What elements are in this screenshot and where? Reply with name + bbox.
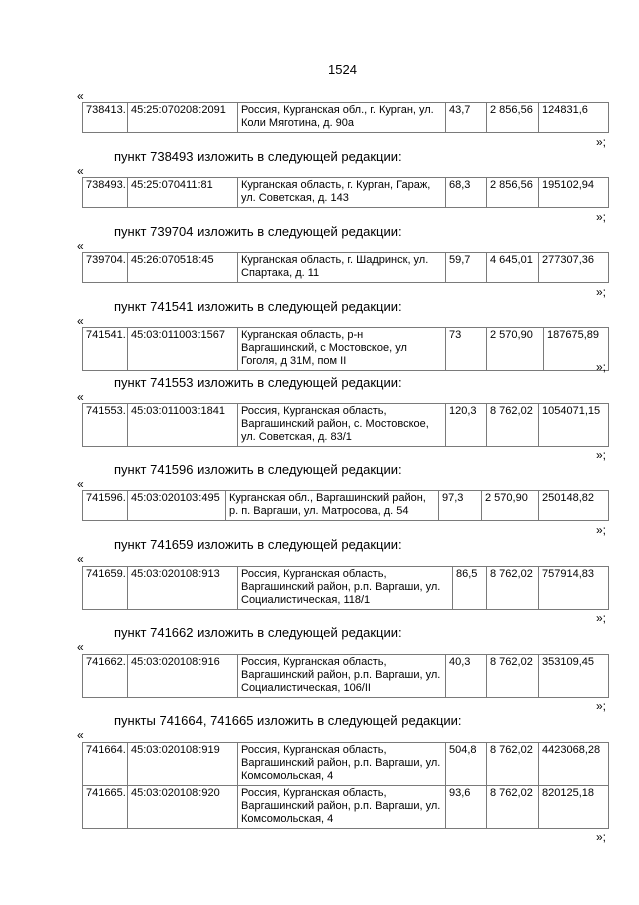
row-number: 741662.: [83, 655, 128, 698]
area: 504,8: [446, 743, 487, 786]
row-number: 741664.: [83, 743, 128, 786]
rate: 8 762,02: [487, 567, 539, 610]
cadastral-number: 45:03:011003:1567: [128, 328, 238, 371]
amendment-instruction: пункт 738493 изложить в следующей редакции:: [114, 149, 402, 164]
address: Россия, Курганская область, Варгашинский район, р.п. Варгаши, ул. Комсомольская, 4: [238, 743, 446, 786]
amendment-instruction: пункт 741596 изложить в следующей редакции:: [114, 462, 402, 477]
area: 120,3: [446, 404, 487, 447]
registry-table: [82, 102, 609, 133]
close-quote: »;: [596, 699, 607, 713]
close-quote: »;: [596, 285, 607, 299]
open-quote: «: [77, 552, 84, 566]
close-quote: »;: [596, 360, 607, 374]
address: Курганская область, р-н Варгашинский, с Мостовское, ул Гоголя, д 31М, пом II: [238, 328, 446, 371]
registry-table: [82, 654, 609, 698]
table-row: [83, 655, 609, 698]
open-quote: «: [77, 640, 84, 654]
cadastral-number: 45:25:070411:81: [128, 178, 238, 208]
cadastral-number: 45:03:020103:495: [128, 491, 226, 521]
rate: 2 856,56: [487, 178, 539, 208]
open-quote: «: [77, 239, 84, 253]
rate: 8 762,02: [487, 404, 539, 447]
row-number: 738493.: [83, 178, 128, 208]
cadastral-value: 124831,6: [539, 103, 609, 133]
registry-table: [82, 490, 609, 521]
amendment-instruction: пункт 741541 изложить в следующей редакции:: [114, 299, 402, 314]
amendment-instruction: пункты 741664, 741665 изложить в следующей редакции:: [114, 713, 462, 728]
open-quote: «: [77, 477, 84, 491]
cadastral-value: 820125,18: [539, 786, 609, 829]
amendment-instruction: пункт 741662 изложить в следующей редакции:: [114, 625, 402, 640]
row-number: 741659.: [83, 567, 128, 610]
table-row: [83, 743, 609, 786]
row-number: 738413.: [83, 103, 128, 133]
close-quote: »;: [596, 830, 607, 844]
table-row: [83, 178, 609, 208]
registry-table: [82, 327, 609, 374]
row-number: 739704.: [83, 253, 128, 283]
area: 40,3: [446, 655, 487, 698]
open-quote: «: [77, 728, 84, 742]
table-row: [83, 103, 609, 133]
page-number: 1524: [328, 62, 357, 77]
address: Курганская область, г. Шадринск, ул. Спартака, д. 11: [238, 253, 446, 283]
open-quote: «: [77, 314, 84, 328]
area: 59,7: [446, 253, 487, 283]
cadastral-value: 195102,94: [539, 178, 609, 208]
cadastral-number: 45:03:020108:913: [128, 567, 238, 610]
area: 73: [446, 328, 487, 371]
cadastral-number: 45:03:020108:916: [128, 655, 238, 698]
open-quote: «: [77, 390, 84, 404]
area: 86,5: [453, 567, 487, 610]
registry-table: [82, 403, 609, 447]
area: 97,3: [439, 491, 482, 521]
row-number: 741553.: [83, 404, 128, 447]
cadastral-value: 187675,89: [544, 328, 609, 371]
row-number: 741665.: [83, 786, 128, 829]
open-quote: «: [77, 164, 84, 178]
cadastral-number: 45:03:011003:1841: [128, 404, 238, 447]
amendment-instruction: пункт 741659 изложить в следующей редакции:: [114, 537, 402, 552]
area: 43,7: [446, 103, 487, 133]
amendment-instruction: пункт 739704 изложить в следующей редакции:: [114, 224, 402, 239]
table-row: [83, 786, 609, 829]
area: 93,6: [446, 786, 487, 829]
table-row: [83, 328, 609, 371]
close-quote: »;: [596, 135, 607, 149]
cadastral-number: 45:03:020108:920: [128, 786, 238, 829]
registry-table: [82, 566, 609, 610]
rate: 2 570,90: [487, 328, 544, 371]
rate: 2 856,56: [487, 103, 539, 133]
row-number: 741596.: [83, 491, 128, 521]
cadastral-number: 45:26:070518:45: [128, 253, 238, 283]
address: Россия, Курганская область, Варгашинский район, с. Мостовское, ул. Советская, д. 83/1: [238, 404, 446, 447]
table-row: [83, 404, 609, 447]
rate: 8 762,02: [487, 655, 539, 698]
table-row: [83, 253, 609, 283]
close-quote: »;: [596, 523, 607, 537]
open-quote: «: [77, 89, 84, 103]
cadastral-number: 45:03:020108:919: [128, 743, 238, 786]
cadastral-value: 4423068,28: [539, 743, 609, 786]
rate: 2 570,90: [482, 491, 539, 521]
address: Курганская область, г. Курган, Гараж, ул. Советская, д. 143: [238, 178, 446, 208]
row-number: 741541.: [83, 328, 128, 371]
registry-table: [82, 252, 609, 283]
area: 68,3: [446, 178, 487, 208]
table-row: [83, 567, 609, 610]
cadastral-value: 757914,83: [539, 567, 609, 610]
address: Россия, Курганская область, Варгашинский район, р.п. Варгаши, ул. Социалистическая, 118/1: [238, 567, 453, 610]
cadastral-value: 1054071,15: [539, 404, 609, 447]
address: Россия, Курганская область, Варгашинский район, р.п. Варгаши, ул. Комсомольская, 4: [238, 786, 446, 829]
table-row: [83, 491, 609, 521]
cadastral-number: 45:25:070208:2091: [128, 103, 238, 133]
close-quote: »;: [596, 210, 607, 224]
address: Россия, Курганская область, Варгашинский район, р.п. Варгаши, ул. Социалистическая, 106/II: [238, 655, 446, 698]
rate: 8 762,02: [487, 786, 539, 829]
cadastral-value: 353109,45: [539, 655, 609, 698]
cadastral-value: 277307,36: [539, 253, 609, 283]
close-quote: »;: [596, 611, 607, 625]
address: Россия, Курганская обл., г. Курган, ул. Коли Мяготина, д. 90а: [238, 103, 446, 133]
amendment-instruction: пункт 741553 изложить в следующей редакции:: [114, 375, 402, 390]
registry-table: [82, 742, 609, 829]
cadastral-value: 250148,82: [539, 491, 609, 521]
registry-table: [82, 177, 609, 208]
rate: 8 762,02: [487, 743, 539, 786]
close-quote: »;: [596, 448, 607, 462]
rate: 4 645,01: [487, 253, 539, 283]
address: Курганская обл., Варгашинский район, р. п. Варгаши, ул. Матросова, д. 54: [226, 491, 439, 521]
